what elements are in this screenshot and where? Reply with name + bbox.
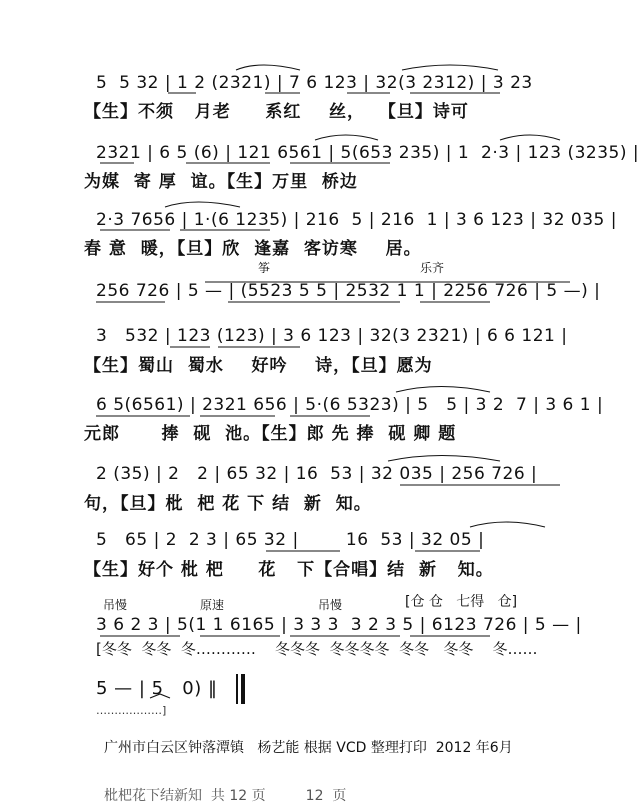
gong-bracket: [仓 仓 七得 仓] <box>405 594 518 610</box>
notation-line-1: 5 5 32 | 1 2 (2321) | 7 6 123 | 32(3 2312) | 3 23 <box>96 73 533 93</box>
notation-line-7: 2 (35) | 2 2 | 65 32 | 16 53 | 32 035 | 256 726 | <box>96 464 538 484</box>
annotation-zheng: 筝 <box>258 261 271 275</box>
final-notation: 5 — | 5 0) ‖ <box>96 678 218 699</box>
notation-line-8: 5 65 | 2 2 3 | 65 32 | 16 53 | 32 05 | <box>96 530 485 550</box>
lyrics-line-7: 句，【旦】枇 杷 花 下 结 新 知。 <box>84 494 372 514</box>
percussion-line: [冬冬 冬冬 冬………… 冬冬冬 冬冬冬冬 冬冬 冬冬 冬…… <box>96 640 538 658</box>
lyrics-line-6: 元郎 捧 砚 池。【生】郎 先 捧 砚 卿 题 <box>84 424 457 444</box>
tempo-mark-diaoman-2: 吊慢 <box>318 598 343 612</box>
lyrics-line-3: 春 意 暖，【旦】欣 逢嘉 客访寒 居。 <box>84 239 422 259</box>
notation-line-5: 3 532 | 123 (123) | 3 6 123 | 32(3 2321) | 6 6 121 | <box>96 326 568 346</box>
tempo-mark-diaoman-1: 吊慢 <box>103 598 128 612</box>
tempo-mark-yuansu: 原速 <box>200 598 225 612</box>
notation-line-2: 2321 | 6 5 (6) | 121 6561 | 5(653 235) | 1 2·3 | 123 (3235) | <box>96 143 639 163</box>
final-bracket: ………………] <box>96 704 167 717</box>
lyrics-line-8: 【生】好个 枇 杷 花 下【合唱】结 新 知。 <box>84 560 494 580</box>
footer-page-line: 枇杷花下结新知 共 12 页 12 页 <box>104 788 347 804</box>
notation-line-9: 3 6 2 3 | 5(1 1 6165 | 3 3 3 3 2 3 5 | 6123 726 | 5 — | <box>96 615 582 635</box>
notation-line-3: 2·3 7656 | 1·(6 1235) | 216 5 | 216 1 | 3 6 123 | 32 035 | <box>96 210 617 230</box>
lyrics-line-2: 为媒 寄 厚 谊。【生】万里 桥边 <box>84 172 358 192</box>
notation-line-6: 6 5(6561) | 2321 656 | 5·(6 5323) | 5 5 | 3 2 7 | 3 6 1 | <box>96 395 604 415</box>
footer-credit: 广州市白云区钟落潭镇 杨艺能 根据 VCD 整理打印 2012 年6月 <box>104 740 513 756</box>
lyrics-line-5: 【生】蜀山 蜀水 好吟 诗，【旦】愿为 <box>84 356 433 376</box>
lyrics-line-1: 【生】不须 月老 系红 丝， 【旦】诗可 <box>84 102 469 122</box>
annotation-yueqi: 乐齐 <box>420 261 445 275</box>
notation-line-4: 256 726 | 5 — | (5523 5 5 | 2532 1 1 | 2256 726 | 5 —) | <box>96 281 601 301</box>
